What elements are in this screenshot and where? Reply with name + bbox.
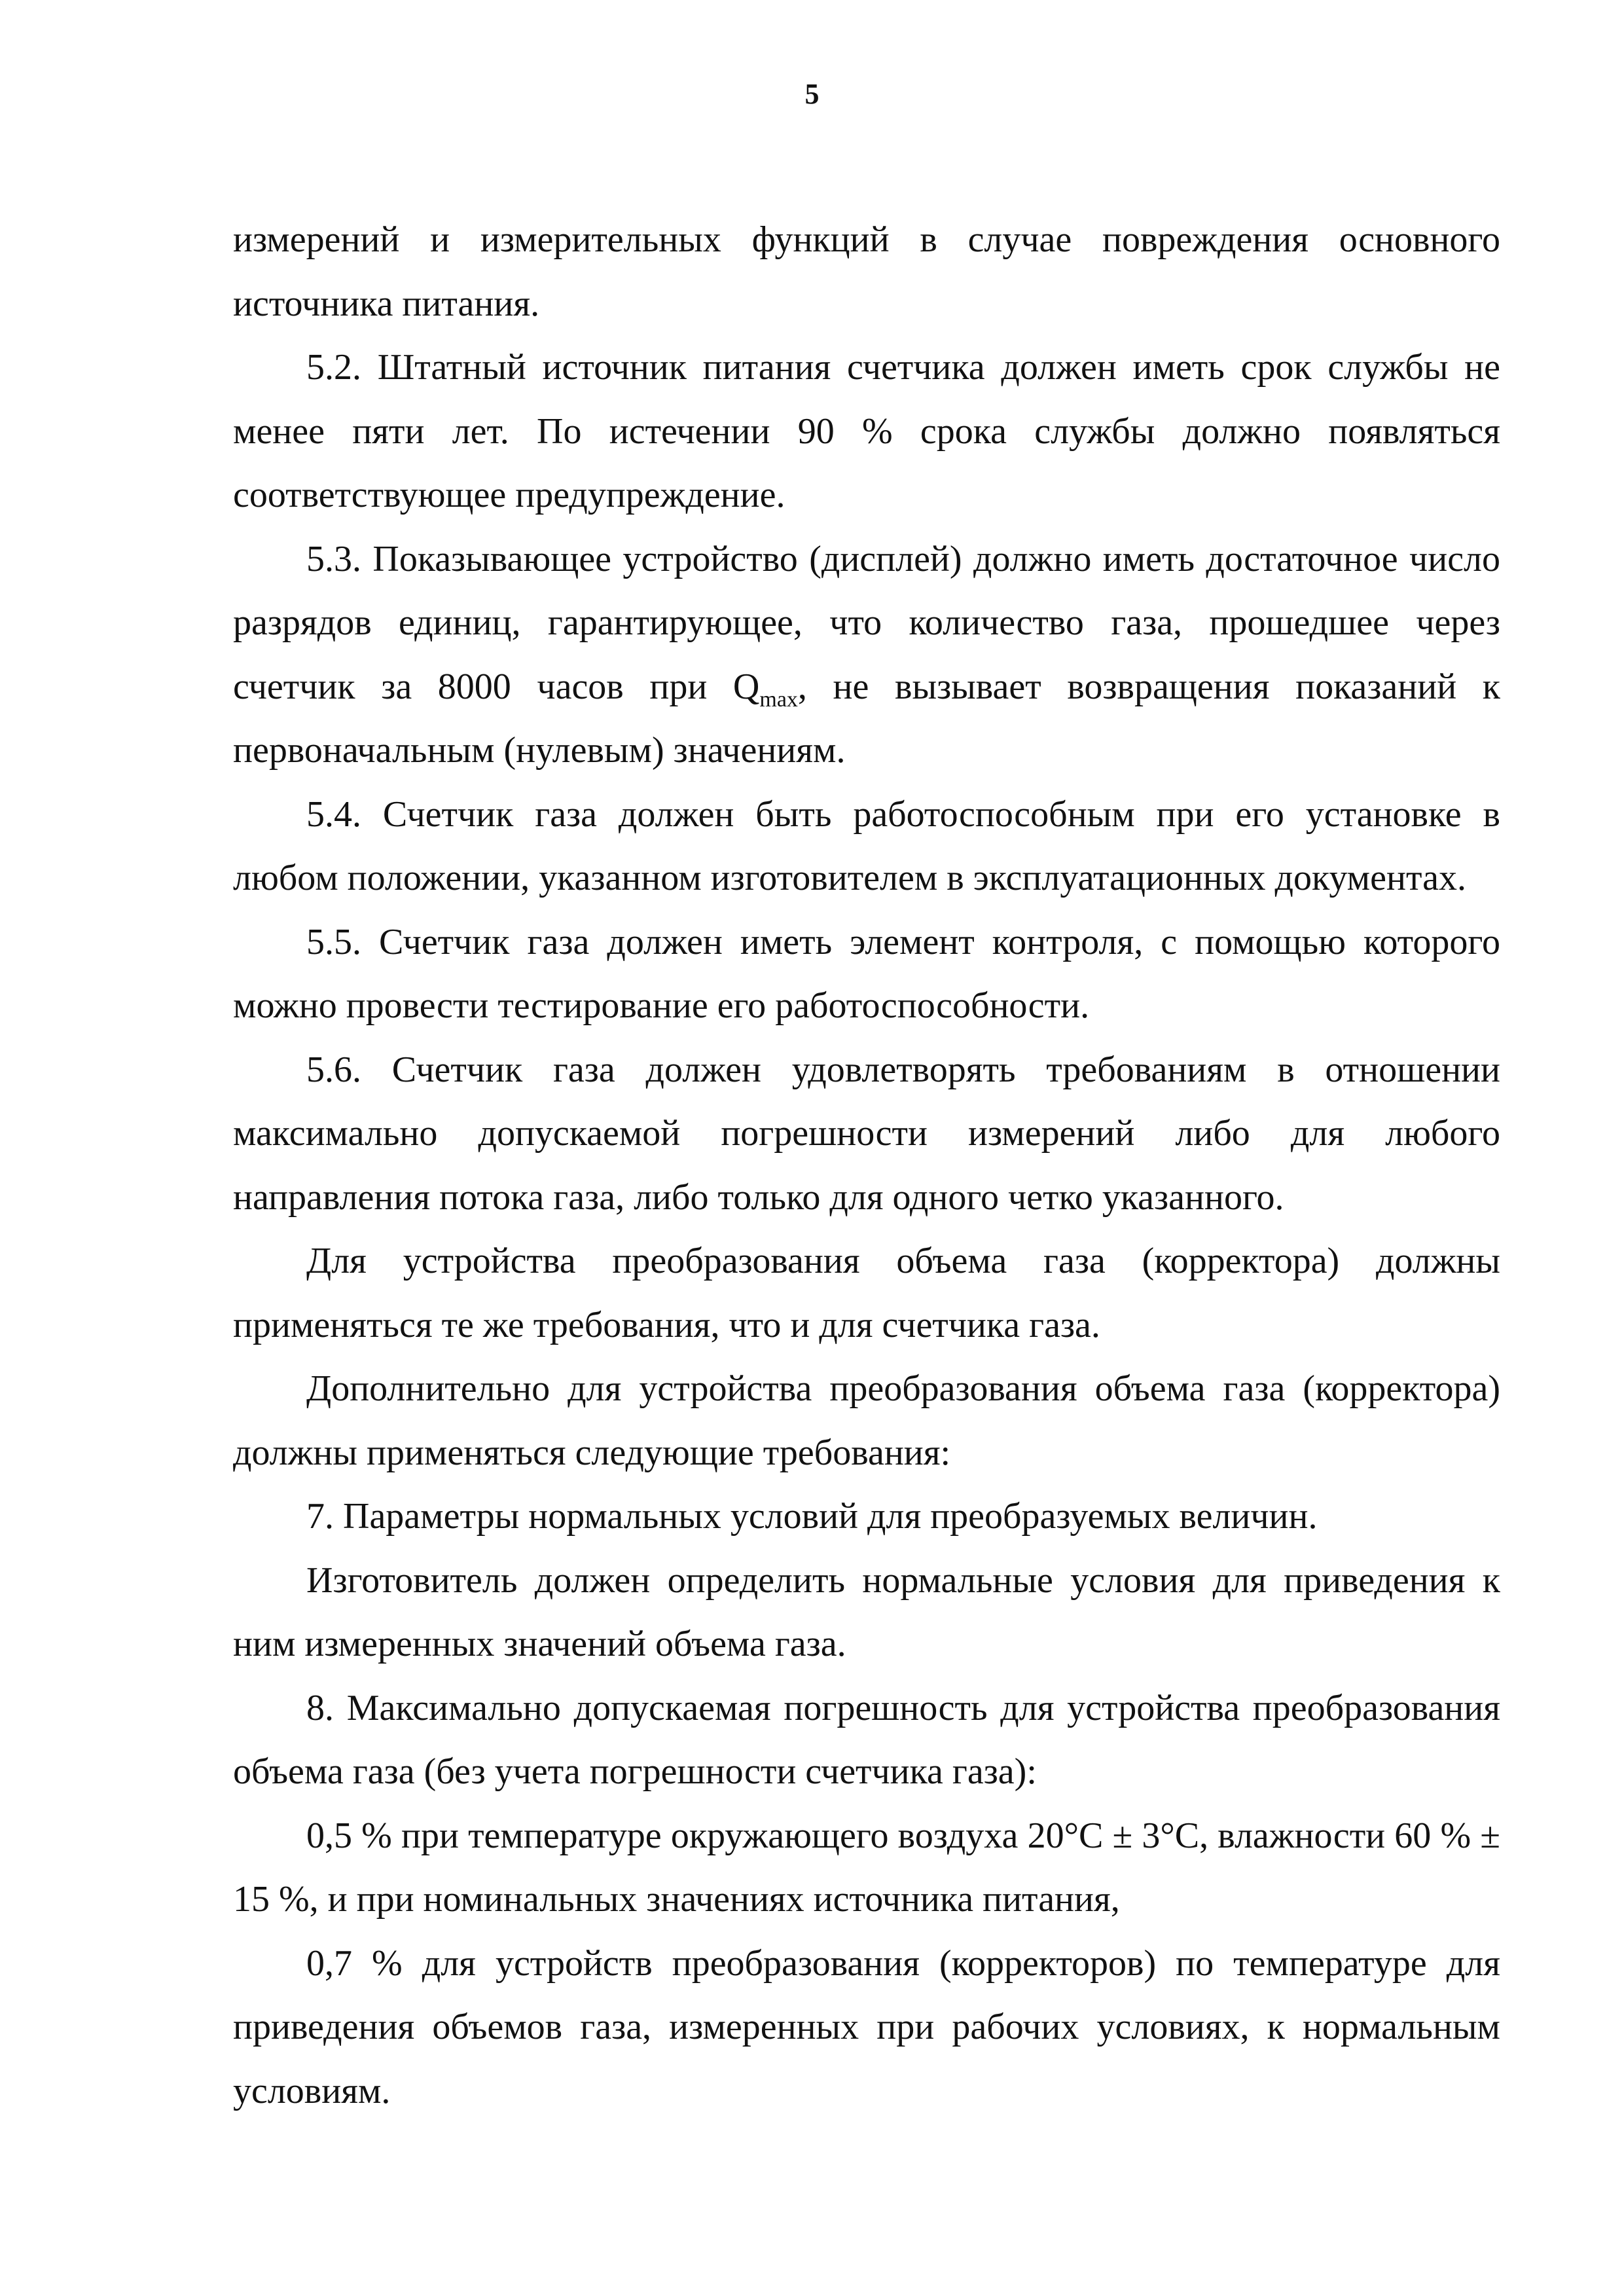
paragraph-5-3-text-end: , не вызывает возвращения показаний к первоначальным (нулевым) значениям. — [233, 666, 1500, 771]
paragraph-5-6: 5.6. Счетчик газа должен удовлетворять требованиям в отношении максимально допускаемой погрешности измерений либо для любого направления потока газа, либо только для одного четко указанного. — [233, 1049, 1500, 1218]
page-number: 5 — [804, 78, 820, 110]
q-max-subscript: max — [759, 687, 798, 712]
paragraph-continuation: измерений и измерительных функций в случае повреждения основного источника питания. — [233, 219, 1500, 324]
paragraph-error-0-5: 0,5 % при температуре окружающего воздуха 20°С ± 3°С, влажности 60 % ± 15 %, и при номинальных значениях источника питания, — [233, 1815, 1500, 1920]
paragraph-5-3-text: 5.3. Показывающее устройство (дисплей) должно иметь достаточное число разрядов единиц, гарантирующее, что количество газа, прошедшее через счетчик за 8000 часов при Q — [233, 538, 1500, 707]
paragraph-manufacturer: Изготовитель должен определить нормальные условия для приведения к ним измеренных значений объема газа. — [233, 1559, 1500, 1664]
paragraph-5-4: 5.4. Счетчик газа должен быть работоспособным при его установке в любом положении, указанном изготовителем в эксплуатационных документах. — [233, 793, 1500, 898]
paragraph-5-2: 5.2. Штатный источник питания счетчика должен иметь срок службы не менее пяти лет. По истечении 90 % срока службы должно появляться соответствующее предупреждение. — [233, 347, 1500, 515]
paragraph-8: 8. Максимально допускаемая погрешность для устройства преобразования объема газа (без учета погрешности счетчика газа): — [233, 1687, 1500, 1792]
document-body — [233, 208, 1500, 2123]
paragraph-additional-requirements: Дополнительно для устройства преобразования объема газа (корректора) должны применяться следующие требования: — [233, 1368, 1500, 1473]
paragraph-corrector-requirements: Для устройства преобразования объема газа (корректора) должны применяться те же требования, что и для счетчика газа. — [233, 1241, 1500, 1345]
paragraph-5-3 — [233, 528, 1500, 783]
paragraph-error-0-7: 0,7 % для устройств преобразования (корректоров) по температуре для приведения объемов газа, измеренных при рабочих условиях, к нормальным условиям. — [233, 1942, 1500, 2111]
paragraph-5-5: 5.5. Счетчик газа должен иметь элемент контроля, с помощью которого можно провести тестирование его работоспособности. — [233, 921, 1500, 1026]
paragraph-7: 7. Параметры нормальных условий для преобразуемых величин. — [306, 1496, 1318, 1537]
